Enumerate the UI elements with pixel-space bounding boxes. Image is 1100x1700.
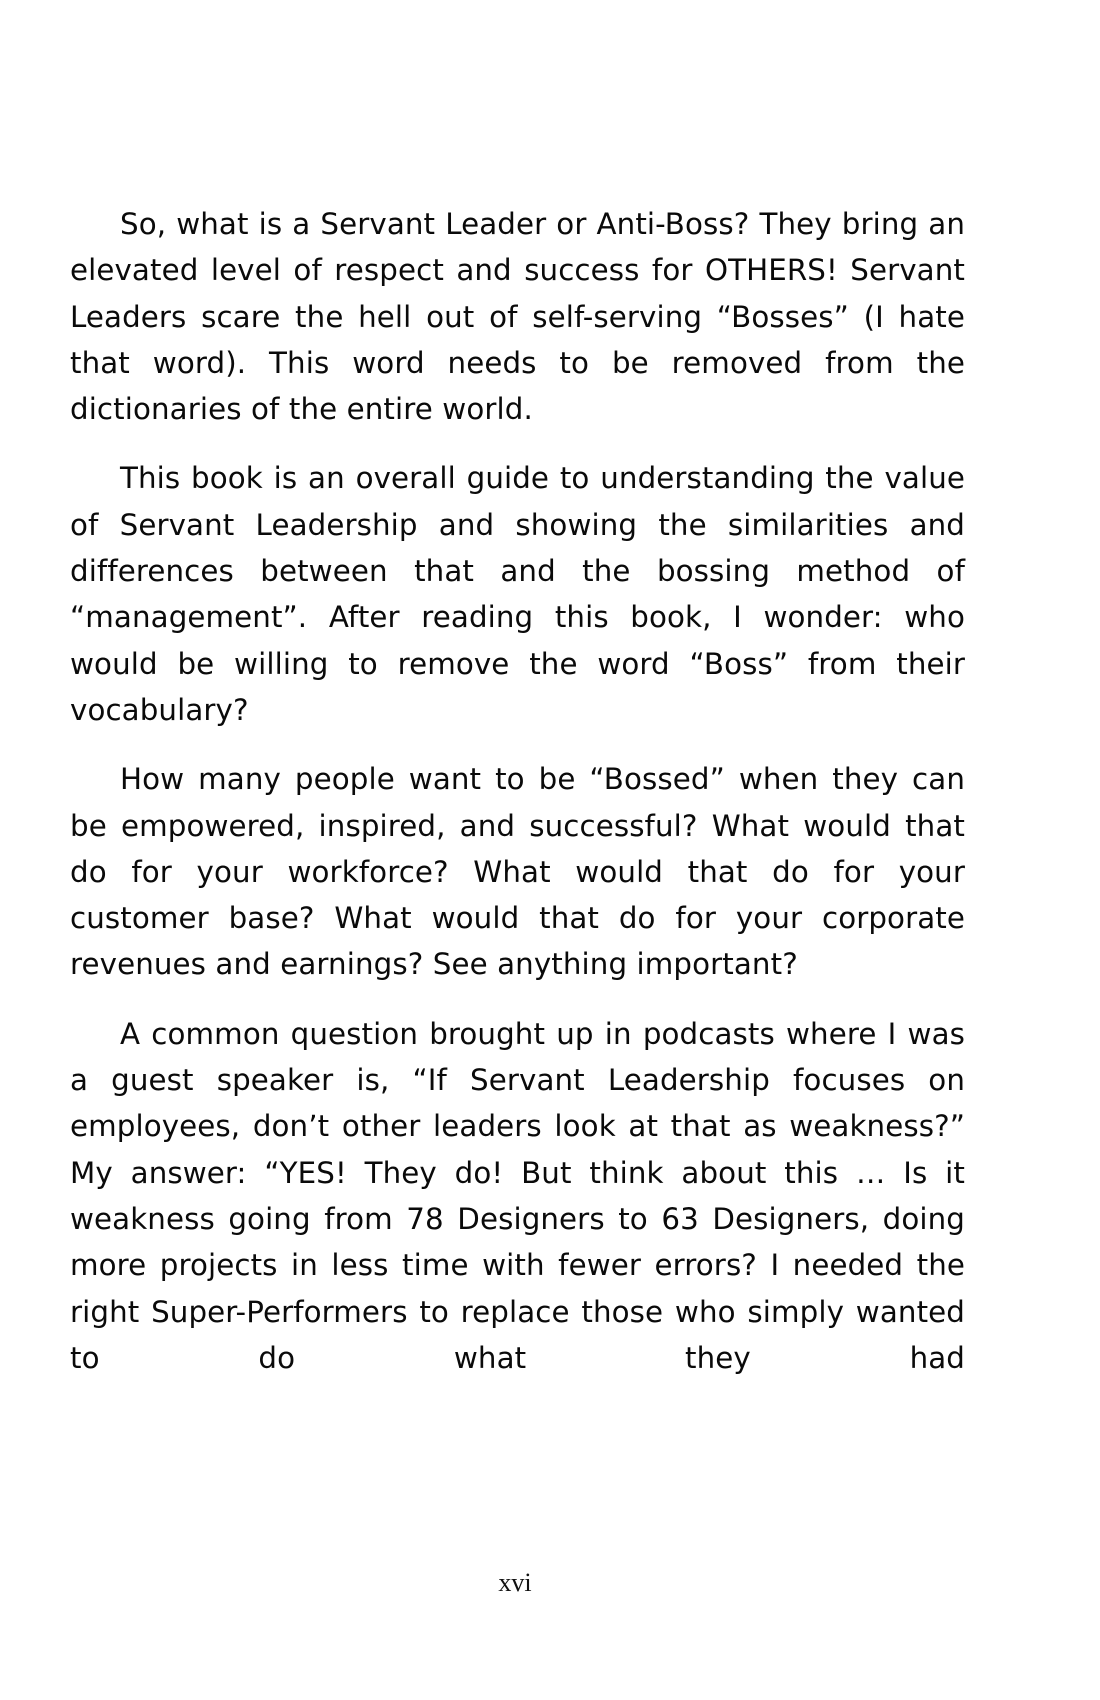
paragraph-book-overview: This book is an overall guide to understanding the value of Servant Leadership and showing the similarities and differences between that and the bossing method of “management”. After reading this book, I wonder: who would be willing to remove the word “Boss” from their vocabulary?	[70, 461, 965, 727]
paragraph-servant-leader-definition: So, what is a Servant Leader or Anti-Boss? They bring an elevated level of respect and success for OTHERS! Servant Leaders scare the hell out of self-serving “Bosses” (I hate that word). This word needs to be removed from the dictionaries of the entire world.	[70, 207, 965, 427]
paragraph-podcast-question: A common question brought up in podcasts where I was a guest speaker is, “If Servant Leadership focuses on employees, don’t other leaders look at that as weakness?” My answer: “YES! They do! But think about this … Is it weakness going from 78 Designers to 63 Designers, doing more projects in less time with fewer errors? I needed the right Super-Performers to replace those who simply wanted to do what they had	[70, 1016, 965, 1375]
page-body-text	[70, 201, 965, 1381]
paragraph-empowerment-questions: How many people want to be “Bossed” when they can be empowered, inspired, and successful? What would that do for your workforce? What would that do for your customer base? What would that do for your corporate revenues and earnings? See anything important?	[70, 762, 965, 982]
page-number: xvi	[498, 1568, 532, 1597]
